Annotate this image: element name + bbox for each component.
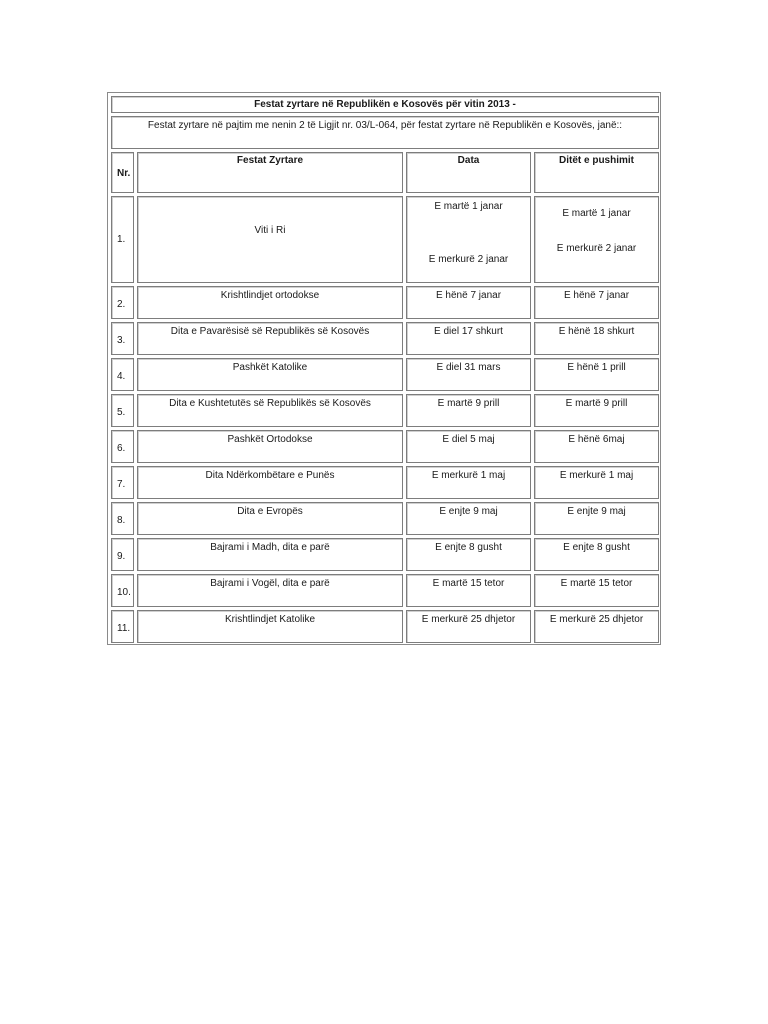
table-row [111,466,659,499]
holiday-name: Viti i Ri [137,196,403,283]
holiday-date: E enjte 9 maj [406,502,531,535]
table-row [111,196,659,283]
rest-day: E martë 9 prill [534,394,659,427]
rest-day: E hënë 18 shkurt [534,322,659,355]
holiday-name: Pashkët Katolike [137,358,403,391]
table-row [111,430,659,463]
row-number: 5. [111,394,134,427]
holiday-date-line: E merkurë 2 janar [428,254,509,265]
header-data: Data [406,152,531,193]
table-row [111,502,659,535]
holiday-name: Dita e Evropës [137,502,403,535]
holiday-name: Krishtlindjet Katolike [137,610,403,643]
table-row [111,358,659,391]
rest-day-line: E martë 1 janar [562,208,631,219]
table-row [111,538,659,571]
holiday-date: E diel 17 shkurt [406,322,531,355]
row-number: 8. [111,502,134,535]
row-number: 10. [111,574,134,607]
rest-day: E merkurë 1 maj [534,466,659,499]
holiday-name: Dita e Pavarësisë së Republikës së Kosovës [137,322,403,355]
table-row [111,394,659,427]
row-number: 3. [111,322,134,355]
holiday-name: Dita Ndërkombëtare e Punës [137,466,403,499]
holiday-name: Krishtlindjet ortodokse [137,286,403,319]
rest-day: E enjte 8 gusht [534,538,659,571]
rest-day [534,196,659,283]
rest-day-line: E merkurë 2 janar [556,243,637,254]
holiday-date [406,196,531,283]
header-nr: Nr. [111,152,134,193]
holiday-date-line: E martë 1 janar [434,201,503,212]
holidays-table [108,93,662,646]
table-row [111,610,659,643]
holiday-name: Dita e Kushtetutës së Republikës së Kosovës [137,394,403,427]
document-intro: Festat zyrtare në pajtim me nenin 2 të Ligjit nr. 03/L-064, për festat zyrtare në Republikën e Kosovës, janë:: [111,116,659,149]
holiday-date: E martë 15 tetor [406,574,531,607]
rest-day: E hënë 6maj [534,430,659,463]
rest-day: E enjte 9 maj [534,502,659,535]
row-number: 2. [111,286,134,319]
holiday-name: Bajrami i Madh, dita e parë [137,538,403,571]
document-title: Festat zyrtare në Republikën e Kosovës për vitin 2013 - [111,96,659,113]
holiday-date: E enjte 8 gusht [406,538,531,571]
rest-day: E hënë 7 janar [534,286,659,319]
holiday-document [107,92,661,645]
table-header-row [111,152,659,193]
rest-day: E merkurë 25 dhjetor [534,610,659,643]
holiday-date: E diel 31 mars [406,358,531,391]
holiday-date: E diel 5 maj [406,430,531,463]
holiday-date: E hënë 7 janar [406,286,531,319]
table-row [111,574,659,607]
holiday-name: Pashkët Ortodokse [137,430,403,463]
header-festat: Festat Zyrtare [137,152,403,193]
header-pushimi: Ditët e pushimit [534,152,659,193]
row-number: 4. [111,358,134,391]
row-number: 7. [111,466,134,499]
table-row [111,322,659,355]
rest-day: E hënë 1 prill [534,358,659,391]
row-number: 1. [111,196,134,283]
holiday-name: Bajrami i Vogël, dita e parë [137,574,403,607]
row-number: 6. [111,430,134,463]
holiday-date: E martë 9 prill [406,394,531,427]
row-number: 9. [111,538,134,571]
holiday-date: E merkurë 25 dhjetor [406,610,531,643]
holiday-date: E merkurë 1 maj [406,466,531,499]
table-row [111,286,659,319]
row-number: 11. [111,610,134,643]
rest-day: E martë 15 tetor [534,574,659,607]
